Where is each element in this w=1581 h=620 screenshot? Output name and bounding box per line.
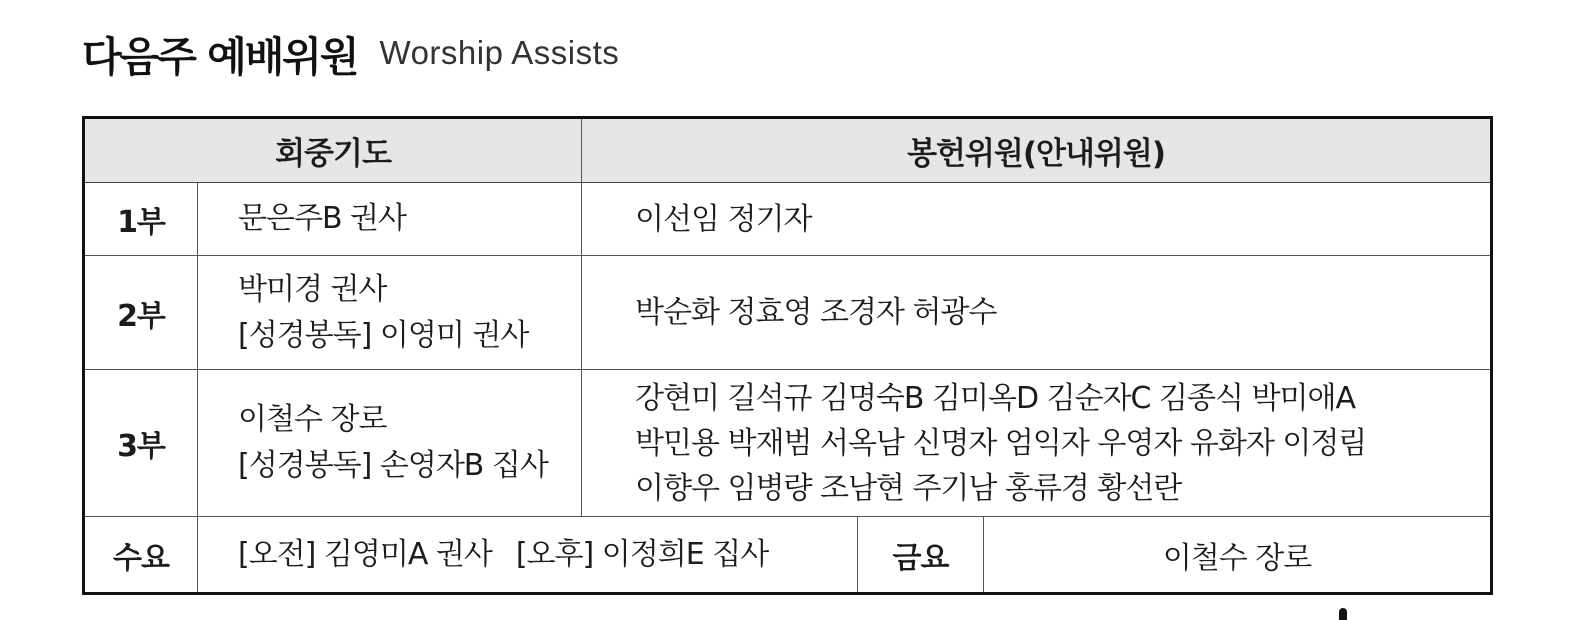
offering-names: 박순화 정효영 조경자 허광수 [635, 295, 997, 330]
page-subtitle: Worship Assists [379, 34, 620, 71]
scripture-reader: [성경봉독] 이영미 권사 [238, 317, 529, 353]
prayer-cell [198, 370, 582, 517]
prayer-cell [198, 256, 582, 370]
offering-names: 이선임 정기자 [635, 201, 812, 237]
offering-cell [582, 370, 1492, 517]
offering-cell [582, 183, 1492, 256]
offering-names: 강현미 길석규 김명숙B 김미옥D 김순자C 김종식 박미애A [635, 380, 1355, 416]
wednesday-assists [238, 532, 857, 578]
prayer-name: 이철수 장로 [238, 402, 387, 437]
offering-names: 이향우 임병량 조남현 주기남 홍류경 황선란 [635, 470, 1182, 506]
service-label: 금요 [858, 517, 984, 594]
scripture-reader: [성경봉독] 손영자B 집사 [238, 448, 548, 483]
service-label: 3부 [84, 370, 198, 517]
table-row [84, 517, 1492, 594]
page-edge-mark [1339, 608, 1347, 620]
service-label: 2부 [84, 256, 198, 370]
offering-names: 박민용 박재범 서옥남 신명자 엄익자 우영자 유화자 이정림 [635, 425, 1367, 461]
table-header-row [84, 118, 1492, 183]
table-row [84, 370, 1492, 517]
service-label: 수요 [84, 517, 198, 594]
wednesday-cell [198, 517, 858, 594]
header-offering: 봉헌위원(안내위원) [582, 118, 1492, 183]
prayer-name: 문은주B 권사 [238, 201, 407, 236]
prayer-name: 박미경 권사 [238, 271, 387, 307]
page-title: 다음주 예배위원 [82, 32, 358, 81]
wednesday-morning: [오전] 김영미A 권사 [238, 536, 492, 572]
offering-cell [582, 256, 1492, 370]
header-prayer: 회중기도 [84, 118, 582, 183]
service-label: 1부 [84, 183, 198, 256]
friday-cell: 이철수 장로 [984, 517, 1492, 594]
wednesday-afternoon: [오후] 이정희E 집사 [515, 536, 769, 572]
page-heading [82, 22, 619, 84]
table-row [84, 183, 1492, 256]
worship-assists-table [82, 116, 1493, 595]
prayer-cell [198, 183, 582, 256]
table-row [84, 256, 1492, 370]
